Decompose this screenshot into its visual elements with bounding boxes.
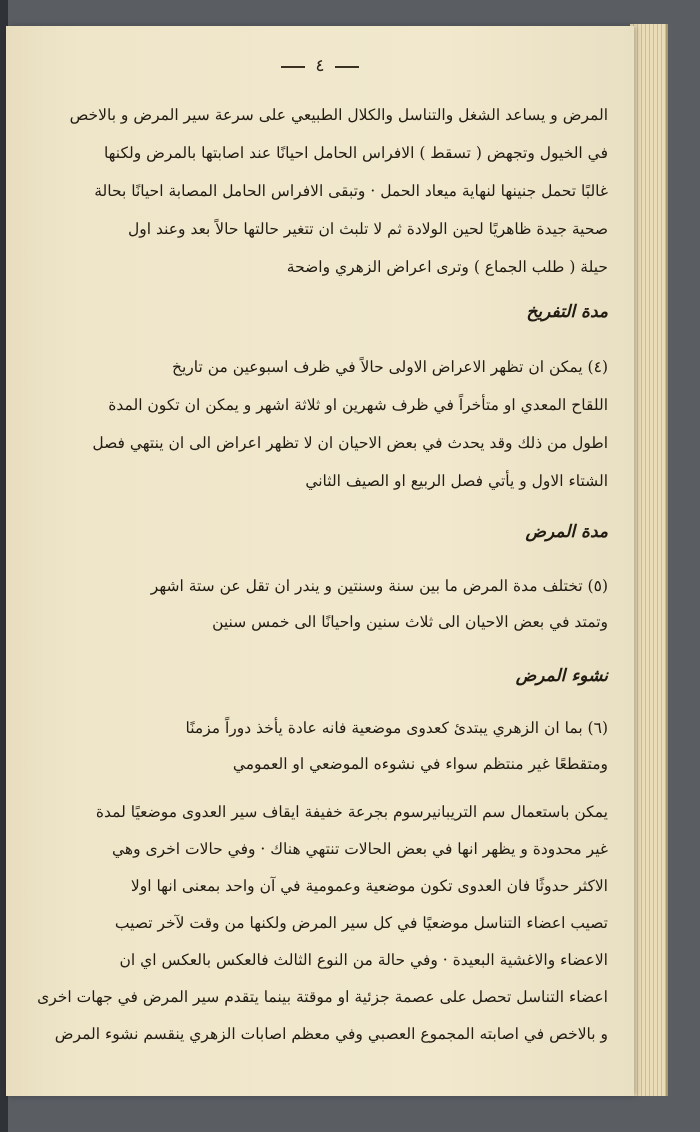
text-line: (٦) بما ان الزهري يبتدئ كعدوى موضعية فانه عادة يأخذ دوراً مزمنًا xyxy=(185,719,608,737)
text-line: ومتقطعًا غير منتظم سواء في نشوءه الموضعي او العمومي xyxy=(232,755,608,773)
text-line: تصيب اعضاء التناسل موضعيًا في كل سير المرض ولكنها من وقت لآخر تصيب xyxy=(114,914,608,932)
text-line: غير محدودة و يظهر انها في بعض الحالات تنتهي هناك · وفي حالات اخرى وهي xyxy=(112,840,608,858)
book-page xyxy=(6,26,634,1096)
text-line: حيلة ( طلب الجماع ) وترى اعراض الزهري واضحة xyxy=(286,258,608,276)
heading-development: نشوء المرض xyxy=(515,666,608,686)
text-line: اعضاء التناسل تحصل على عصمة جزئية او موقتة بينما يتقدم سير المرض في جهات اخرى xyxy=(37,988,608,1006)
text-line: وتمتد في بعض الاحيان الى ثلاث سنين واحيانًا الى خمس سنين xyxy=(212,613,608,631)
page-number-value: ٤ xyxy=(315,56,325,76)
page-number-dash-left xyxy=(281,66,305,68)
paragraph-incubation xyxy=(16,348,608,500)
paragraph-development xyxy=(16,710,608,782)
heading-duration: مدة المرض xyxy=(525,522,608,542)
page-edges xyxy=(630,24,668,1096)
text-line: في الخيول وتجهض ( تسقط ) الافراس الحامل احيانًا عند اصابتها بالمرض ولكنها xyxy=(103,144,608,162)
paragraph-intro xyxy=(16,96,608,286)
text-line: الشتاء الاول و يأتي فصل الربيع او الصيف الثاني xyxy=(305,472,608,490)
text-line: اطول من ذلك وقد يحدث في بعض الاحيان ان لا تظهر اعراض الى ان ينتهي فصل xyxy=(92,434,608,452)
text-line: الاعضاء والاغشية البعيدة · وفي حالة من النوع الثالث فالعكس بالعكس اي ان xyxy=(119,951,608,969)
text-line: و بالاخص في اصابته المجموع العصبي وفي معظم اصابات الزهري ينقسم نشوء المرض xyxy=(54,1025,608,1043)
text-line: الاكثر حدوثًا فان العدوى تكون موضعية وعمومية في آن واحد بمعنى انها اولا xyxy=(130,877,608,895)
heading-incubation: مدة التفريخ xyxy=(526,302,608,322)
text-line: غالبًا تحمل جنينها لنهاية ميعاد الحمل · وتبقى الافراس الحامل المصابة احيانًا بحالة xyxy=(94,182,608,200)
paragraph-duration xyxy=(16,568,608,640)
text-line: (٤) يمكن ان تظهر الاعراض الاولى حالاً في ظرف اسبوعين من تاريخ xyxy=(171,358,608,376)
text-line: المرض و يساعد الشغل والتناسل والكلال الطبيعي على سرعة سير المرض و بالاخص xyxy=(69,106,608,124)
text-line: (٥) تختلف مدة المرض ما بين سنة وسنتين و يندر ان تقل عن ستة اشهر xyxy=(150,577,608,595)
text-line: صحية جيدة ظاهريًا لحين الولادة ثم لا تلبث ان تتغير حالتها حالاً بعد وعند اول xyxy=(127,220,608,238)
page-number-dash-right xyxy=(335,66,359,68)
text-line: اللقاح المعدي او متأخراً في ظرف شهرين او ثلاثة اشهر و يمكن ان تكون المدة xyxy=(108,396,608,414)
page-number xyxy=(6,56,634,76)
paragraph-treatment xyxy=(16,794,608,1053)
text-line: يمكن باستعمال سم التريبانيرسوم بجرعة خفيفة ايقاف سير العدوى موضعيًا لمدة xyxy=(95,803,608,821)
